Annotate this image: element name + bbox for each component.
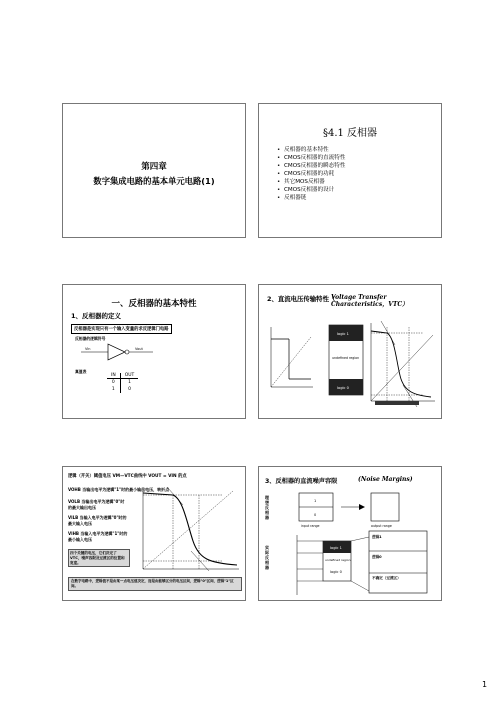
symbol-label: 反相器的逻辑符号 [75,336,106,341]
undefined-label: undefined region [332,356,360,360]
noise-margin-figure [277,491,437,597]
slide-section-outline [258,103,442,238]
truth-table-label: 真值表 [75,369,87,374]
outline-item: • CMOS反相器的直流特性 [277,154,345,162]
transition-label: 不确定（过渡区） [372,576,401,580]
logic0-label: logic 0 [337,386,349,390]
truth-cell: 0 [107,379,120,387]
outline-item: • CMOS反相器的功耗 [277,170,345,178]
truth-cell: 1 [107,386,120,393]
vtc-title-cn: 2、直流电压传输特性（ [267,295,336,303]
vtc-title-en: Voltage Transfer Characteristics，VTC） [331,294,409,308]
real-logic0: logic 0 [330,570,342,574]
slide-key-voltages [62,466,246,601]
vtc-figure [263,317,439,415]
outline-list [277,146,345,202]
chapter-title: 数字集成电路的基本单元电路(1) [93,176,215,186]
note-box: 四个关键的电压，它们决定了VTC，噪声容限及过渡区的位置和宽度。 [68,549,130,567]
ideal-one: 1 [314,499,317,503]
real-logic1: logic 1 [330,546,342,550]
outline-item: • CMOS反相器的设计 [277,186,345,194]
truth-cell: 0 [128,387,131,392]
vil-definition: VILB 当输入电平为逻辑"0"时的最大输入电压 [68,515,127,526]
slide-chapter-title [62,103,246,238]
ideal-input-range: input range [301,524,320,528]
chapter-number: 第四章 [141,162,167,172]
definition-box: 反相器是实现只有一个输入变量的求反逻辑门电路 [71,324,172,334]
truth-header: IN [107,373,120,379]
real-side-label: 实际反相器 [265,545,269,570]
real-undefined: undefined region [325,558,351,562]
vm-definition: 逻辑（开关）阈值电压 VM—VTC曲线中 VOUT = VIN 的点 [68,474,187,479]
vtc-key-points-graph [133,483,243,575]
inverter-symbol [73,340,183,364]
noise-title-en: (Noise Margins) [358,476,413,483]
outline-item: • 其它MOS反相器 [277,178,345,186]
vin-label: Vin [85,347,91,351]
truth-cell: 1 [128,380,131,385]
outline-item: • 反相器链 [277,194,345,202]
summary-box: 在数字电路中，逻辑值不是由某一点电压值决定，而是由能够区分的电压区间，逻辑"0"区间，逻辑"1"区间。 [68,577,242,591]
section-title: §4.1 反相器 [322,128,378,139]
noise-title-cn: 3、反相器的直流噪声容限 [265,478,338,485]
vout-label: Vout [135,347,143,351]
ideal-output-range: output range [371,524,392,528]
slide-title: 一、反相器的基本特性 [111,299,197,309]
slide-inverter-definition [62,284,246,419]
slide-noise-margins [258,466,442,601]
margin-high-label: 逻辑1 [372,535,382,539]
vih-definition: VIHB 当输入电平为逻辑"1"时的最小输入电压 [68,531,128,542]
truth-header: OUT [120,373,138,379]
outline-item: • CMOS反相器的瞬态特性 [277,162,345,170]
truth-table [107,373,138,393]
ideal-zero: 0 [314,513,317,517]
ideal-side-label: 理想反相器 [265,495,269,520]
margin-low-label: 逻辑0 [372,555,382,559]
slide-subtitle: 1、反相器的定义 [71,312,122,320]
slide-vtc [258,284,442,419]
outline-item: • 反相器的基本特性 [277,146,345,154]
logic1-label: logic 1 [337,332,349,336]
voh-definition: VOHB 当输出电平为逻辑"1"时的最小输出电压，转折点 [68,487,170,492]
vol-definition: VOLB 当输出电平为逻辑"0"时的最大输出电压 [68,499,125,510]
page-number: 1 [482,680,488,689]
